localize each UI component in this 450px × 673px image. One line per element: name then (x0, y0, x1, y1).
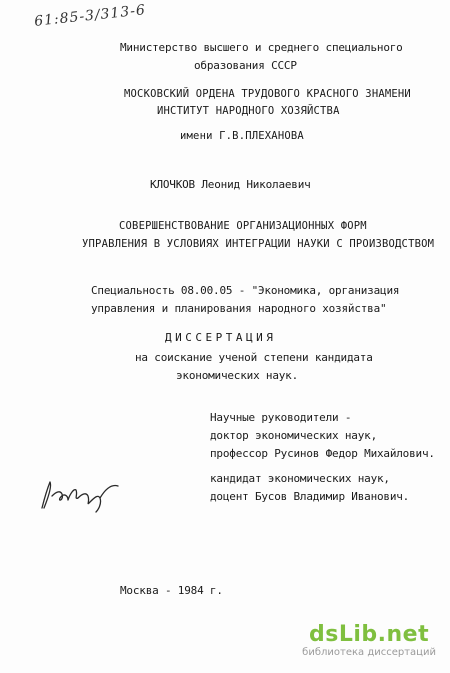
supervisors-header: Научные руководители - (210, 411, 352, 424)
institute-line-1: МОСКОВСКИЙ ОРДЕНА ТРУДОВОГО КРАСНОГО ЗНАМЕНИ (124, 88, 411, 100)
dslib-tagline: библиотека диссертаций (302, 647, 436, 658)
degree-line-1: на соискание ученой степени кандидата (135, 351, 373, 364)
archive-stamp-code: 61:85-3/313-6 (33, 2, 147, 30)
institute-line-2: ИНСТИТУТ НАРОДНОГО ХОЗЯЙСТВА (157, 105, 340, 117)
supervisor-2-degree: кандидат экономических наук, (210, 472, 390, 485)
dissertation-heading: ДИССЕРТАЦИЯ (165, 331, 277, 344)
specialty-line-2: управления и планирования народного хозяйства" (91, 302, 387, 315)
supervisor-2-name: доцент Бусов Владимир Иванович. (210, 490, 410, 503)
title-line-1: СОВЕРШЕНСТВОВАНИЕ ОРГАНИЗАЦИОННЫХ ФОРМ (119, 220, 367, 232)
author-name: КЛОЧКОВ Леонид Николаевич (150, 178, 311, 191)
dslib-logo: dsLib.net (309, 622, 430, 647)
ministry-line-2: образования СССР (194, 59, 297, 72)
ministry-line-1: Министерство высшего и среднего специального (120, 41, 403, 54)
institute-line-3: имени Г.В.ПЛЕХАНОВА (180, 130, 304, 142)
degree-line-2: экономических наук. (176, 369, 299, 382)
title-line-2: УПРАВЛЕНИЯ В УСЛОВИЯХ ИНТЕГРАЦИИ НАУКИ С ПРОИЗВОДСТВОМ (82, 238, 435, 250)
author-signature (38, 478, 128, 514)
city-year: Москва - 1984 г. (120, 584, 223, 597)
supervisor-1-name: профессор Русинов Федор Михайлович. (210, 447, 435, 460)
supervisor-1-degree: доктор экономических наук, (210, 429, 377, 442)
specialty-line-1: Специальность 08.00.05 - "Экономика, организация (91, 284, 400, 297)
dslib-watermark (302, 623, 436, 659)
